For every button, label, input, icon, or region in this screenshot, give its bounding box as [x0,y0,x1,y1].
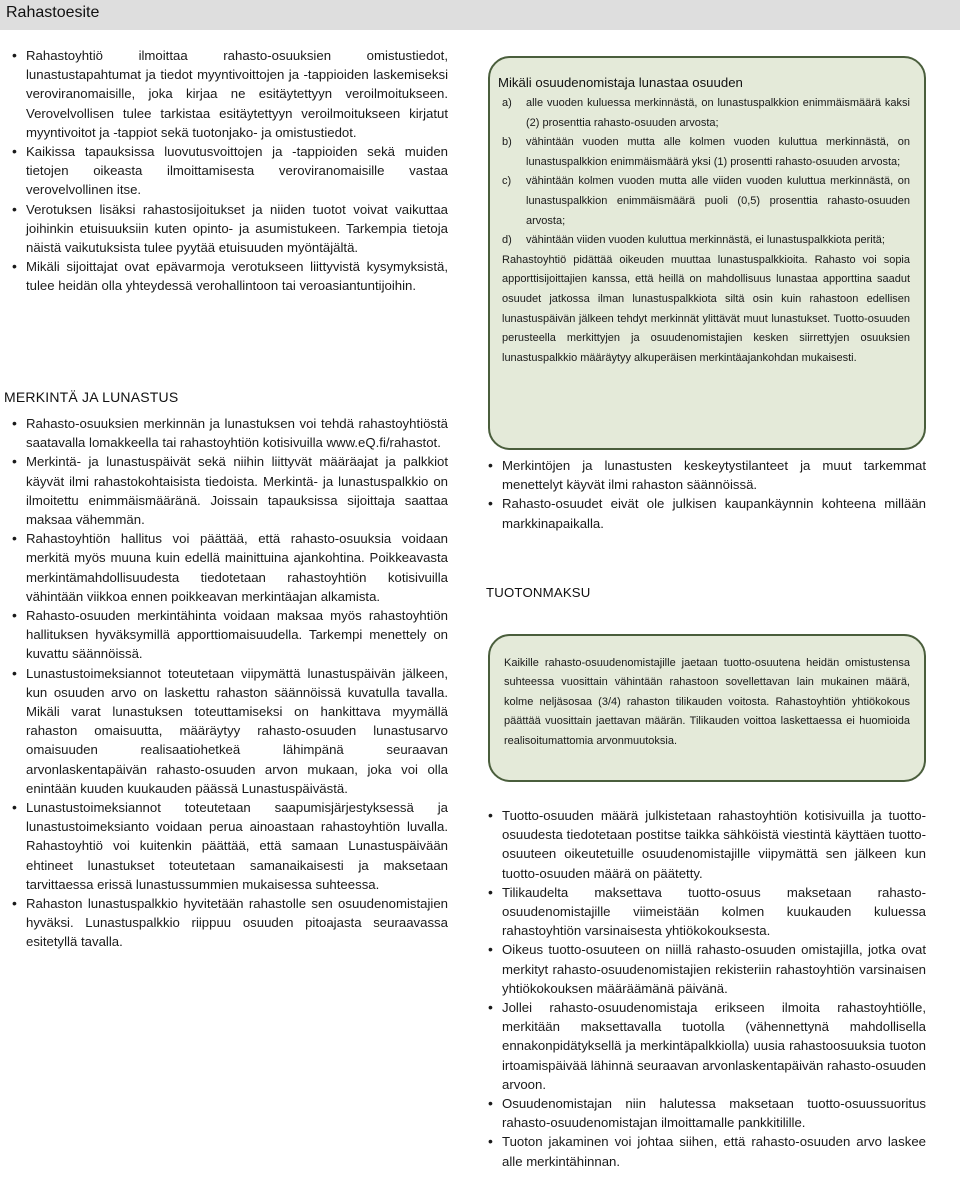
fee-tier-item [498,94,910,133]
list-item: • Rahastoyhtiön hallitus voi päättää, että rahasto-osuuksia voidaan merkitä myös muuna kuin edellä mainittuina ajankohtina. Poikkeavasta merkintämahdollisuudesta tiedotetaan rahastoyhtiön kotisivuilla vähintään viikkoa ennen poikkeavan merkintäajan alkamista. [12,529,448,606]
redemption-fee-box [488,56,926,450]
suspension-list [488,456,926,533]
list-item: • Rahasto-osuuden merkintähinta voidaan maksaa myös rahastoyhtiön hallituksen hyväksymillä apporttiomaisuudella. Tarkempi menettely on kuvattu säännöissä. [12,606,448,664]
list-item: • Lunastustoimeksiannot toteutetaan viipymättä lunastuspäivän jälkeen, kun osuuden arvo on laskettu rahaston säännöissä kuvatulla tavalla. Mikäli varat lunastuksen toteuttamiseksi on hankittava myymällä rahaston omaisuutta, määräytyy rahasto-osuuden lunastusarvo omaisuuden realisaatiohetkeä lähimpänä seuraavan arvonlaskentapäivän rahasto-osuuden arvon mukaan, joka voi olla enintään kuuden kuukauden päässä Lunastuspäivästä. [12,664,448,798]
list-item: • Tuoton jakaminen voi johtaa siihen, että rahasto-osuuden arvo laskee alle merkintähinnan. [488,1132,926,1170]
fee-tier-item [498,133,910,172]
list-marker: a) [502,97,512,109]
list-item: • Verotuksen lisäksi rahastosijoitukset ja niiden tuotot voivat vaikuttaa joihinkin etuisuuksiin kuten opinto- ja asumistukeen. Tarkempia tietoja näistä vaikutuksista tulee pyytää etuisuuden myöntäjältä. [12,200,448,258]
box-paragraph: Kaikille rahasto-osuudenomistajille jaetaan tuotto-osuutena heidän omistustensa suhteessa vuosittain vähintään rahastoon sovellettavan lain mukainen määrä, kolme neljäsosaa (3/4) rahaston tilikauden voitosta. Rahastoyhtiön yhtiökokous päättää vuosittain jaettavan määrän. Tilikauden voittoa laskettaessa ei huomioida realisoitumattomia arvonmuutoksia. [504,657,910,747]
list-item: • Rahasto-osuuksien merkinnän ja lunastuksen voi tehdä rahastoyhtiöstä saatavalla lomakkeella tai rahastoyhtiön kotisivuilla www.eQ.fi/rahastot. [12,414,448,452]
distribution-list [488,806,926,1171]
list-item: • Merkintä- ja lunastuspäivät sekä niihin liittyvät määräajat ja palkkiot käyvät ilmi rahastokohtaisista tiedoista. Merkintä- ja lunastuspalkkio on ilmoitettu enimmäismääränä. Joissain tapauksissa sijoittaja saattaa maksaa vähemmän. [12,452,448,529]
right-column-bottom [488,806,926,1171]
list-item: • Osuudenomistajan niin halutessa maksetaan tuotto-osuussuoritus rahasto-osuudenomistajan ilmoittamalle pankkitilille. [488,1094,926,1132]
fee-tier-text: vähintään vuoden mutta alle kolmen vuoden kuluttua merkinnästä, on lunastuspalkkion enimmäismäärä yksi (1) prosentti rahasto-osuuden arvosta; [526,136,910,168]
header-bar [0,0,960,30]
merkinta-list [12,414,448,952]
list-item: • Tilikaudelta maksettava tuotto-osuus maksetaan rahasto-osuudenomistajille viimeistään kolmen kuukauden kuluessa rahastoyhtiön varsinaisesta yhtiökokouksesta. [488,883,926,941]
list-marker: c) [502,175,512,188]
list-item: • Tuotto-osuuden määrä julkistetaan rahastoyhtiön kotisivuilla ja tuotto-osuudesta tiedotetaan postitse taikka sähköistä viestintä käyttäen tuotto-osuuteen oikeutetuille osuudenomistajille viipymättä sen jälkeen kun tuotto-osuuden määrä on päätetty. [488,806,926,883]
left-column-intro [12,46,448,296]
fee-tier-list [498,94,910,251]
list-item: • Merkintöjen ja lunastusten keskeytystilanteet ja muut tarkemmat menettelyt käyvät ilmi rahaston säännöissä. [488,456,926,494]
list-item: • Rahaston lunastuspalkkio hyvitetään rahastolle sen osuudenomistajien hyväksi. Lunastuspalkkio riippuu osuuden pitoajasta seuraavassa esitetyllä tavalla. [12,894,448,952]
list-item: • Jollei rahasto-osuudenomistaja erikseen ilmoita rahastoyhtiölle, merkitään maksettavalla tuotolla (vähennettynä mahdollisella ennakonpidätyksellä ja merkintäpalkkiolla) uusia rahastoosuuksia tuoton irtoamispäivää lähinnä seuraavan arvonlaskentapäivän rahasto-osuuden arvoon. [488,998,926,1094]
left-column-merkinta [12,414,448,952]
page-title: Rahastoesite [6,4,100,21]
list-item: • Lunastustoimeksiannot toteutetaan saapumisjärjestyksessä ja lunastustoimeksianto voidaan perua ainoastaan rahastoyhtiön luvalla. Rahastoyhtiö voi kuitenkin päättää, että samaan Lunastuspäivään ehtineet lunastukset toteutetaan samanaikaisesti ja maksetaan tarvittaessa erissä lunastussummien mukaisessa suhteessa. [12,798,448,894]
box-title: Mikäli osuudenomistaja lunastaa osuuden [498,75,743,90]
list-item: • Kaikissa tapauksissa luovutusvoittojen ja -tappioiden sekä muiden tietojen oikeasta ilmoittamisesta veroviranomaisille vastaa verovelvollinen itse. [12,142,448,200]
list-item: • Mikäli sijoittajat ovat epävarmoja verotukseen liittyvistä kysymyksistä, tulee heidän olla yhteydessä verohallintoon tai veroasiantuntijoihin. [12,257,448,295]
fee-tier-item [498,172,910,231]
list-item: • Rahasto-osuudet eivät ole julkisen kaupankäynnin kohteena millään markkinapaikalla. [488,494,926,532]
box-paragraph: Rahastoyhtiö pidättää oikeuden muuttaa lunastuspalkkioita. Rahasto voi sopia apporttisijoittajien kanssa, että heillä on mahdollisuus lunastaa apporttina saadut osuudet jatkossa ilman lunastuspalkkiota siltä osin kuin rahastoon edellisen lunastuspäivän jälkeen tehdyt merkinnät ylittävät muut lunastukset. Tuotto-osuuden perusteella merkittyjen ja osuudenomistajien kesken siirrettyjen osuuksien lunastuspalkkio määräytyy alkuperäisen merkintäajankohdan mukaisesti. [502,253,910,364]
list-item: • Oikeus tuotto-osuuteen on niillä rahasto-osuuden omistajilla, jotka ovat merkityt rahasto-osuudenomistajien rekisteriin rahastoyhtiön varsinaisen yhtiökokouksen määräämänä päivänä. [488,940,926,998]
section-heading-tuotonmaksu: TUOTONMAKSU [486,585,591,600]
fee-tier-text: alle vuoden kuluessa merkinnästä, on lunastuspalkkion enimmäismäärä kaksi (2) prosenttia rahasto-osuuden arvosta; [526,97,910,129]
fee-tier-text: vähintään kolmen vuoden mutta alle viiden vuoden kuluttua merkinnästä, on lunastuspalkkion enimmäismäärä puoli (0,5) prosenttia rahasto-osuuden arvosta; [526,175,910,227]
list-item: • Rahastoyhtiö ilmoittaa rahasto-osuuksien omistustiedot, lunastustapahtumat ja tiedot myyntivoittojen ja -tappioiden laskemiseksi veroviranomaisille, joka kirjaa ne esitäytettyyn veroilmoitukseen. Verovelvollisen tulee tarkistaa esitäytettyyn veroilmoitukseen kirjatut myyntivoitot ja -tappiot sekä tuotonjako- ja omistustiedot. [12,46,448,142]
section-heading-merkinta: MERKINTÄ JA LUNASTUS [4,389,179,405]
fee-tier-text: vähintään viiden vuoden kuluttua merkinnästä, ei lunastuspalkkiota peritä; [526,234,885,247]
right-column-mid [488,456,926,533]
fee-tier-item [498,231,910,251]
tax-info-list [12,46,448,296]
list-marker: d) [502,234,512,247]
distribution-box [488,634,926,782]
list-marker: b) [502,136,512,149]
